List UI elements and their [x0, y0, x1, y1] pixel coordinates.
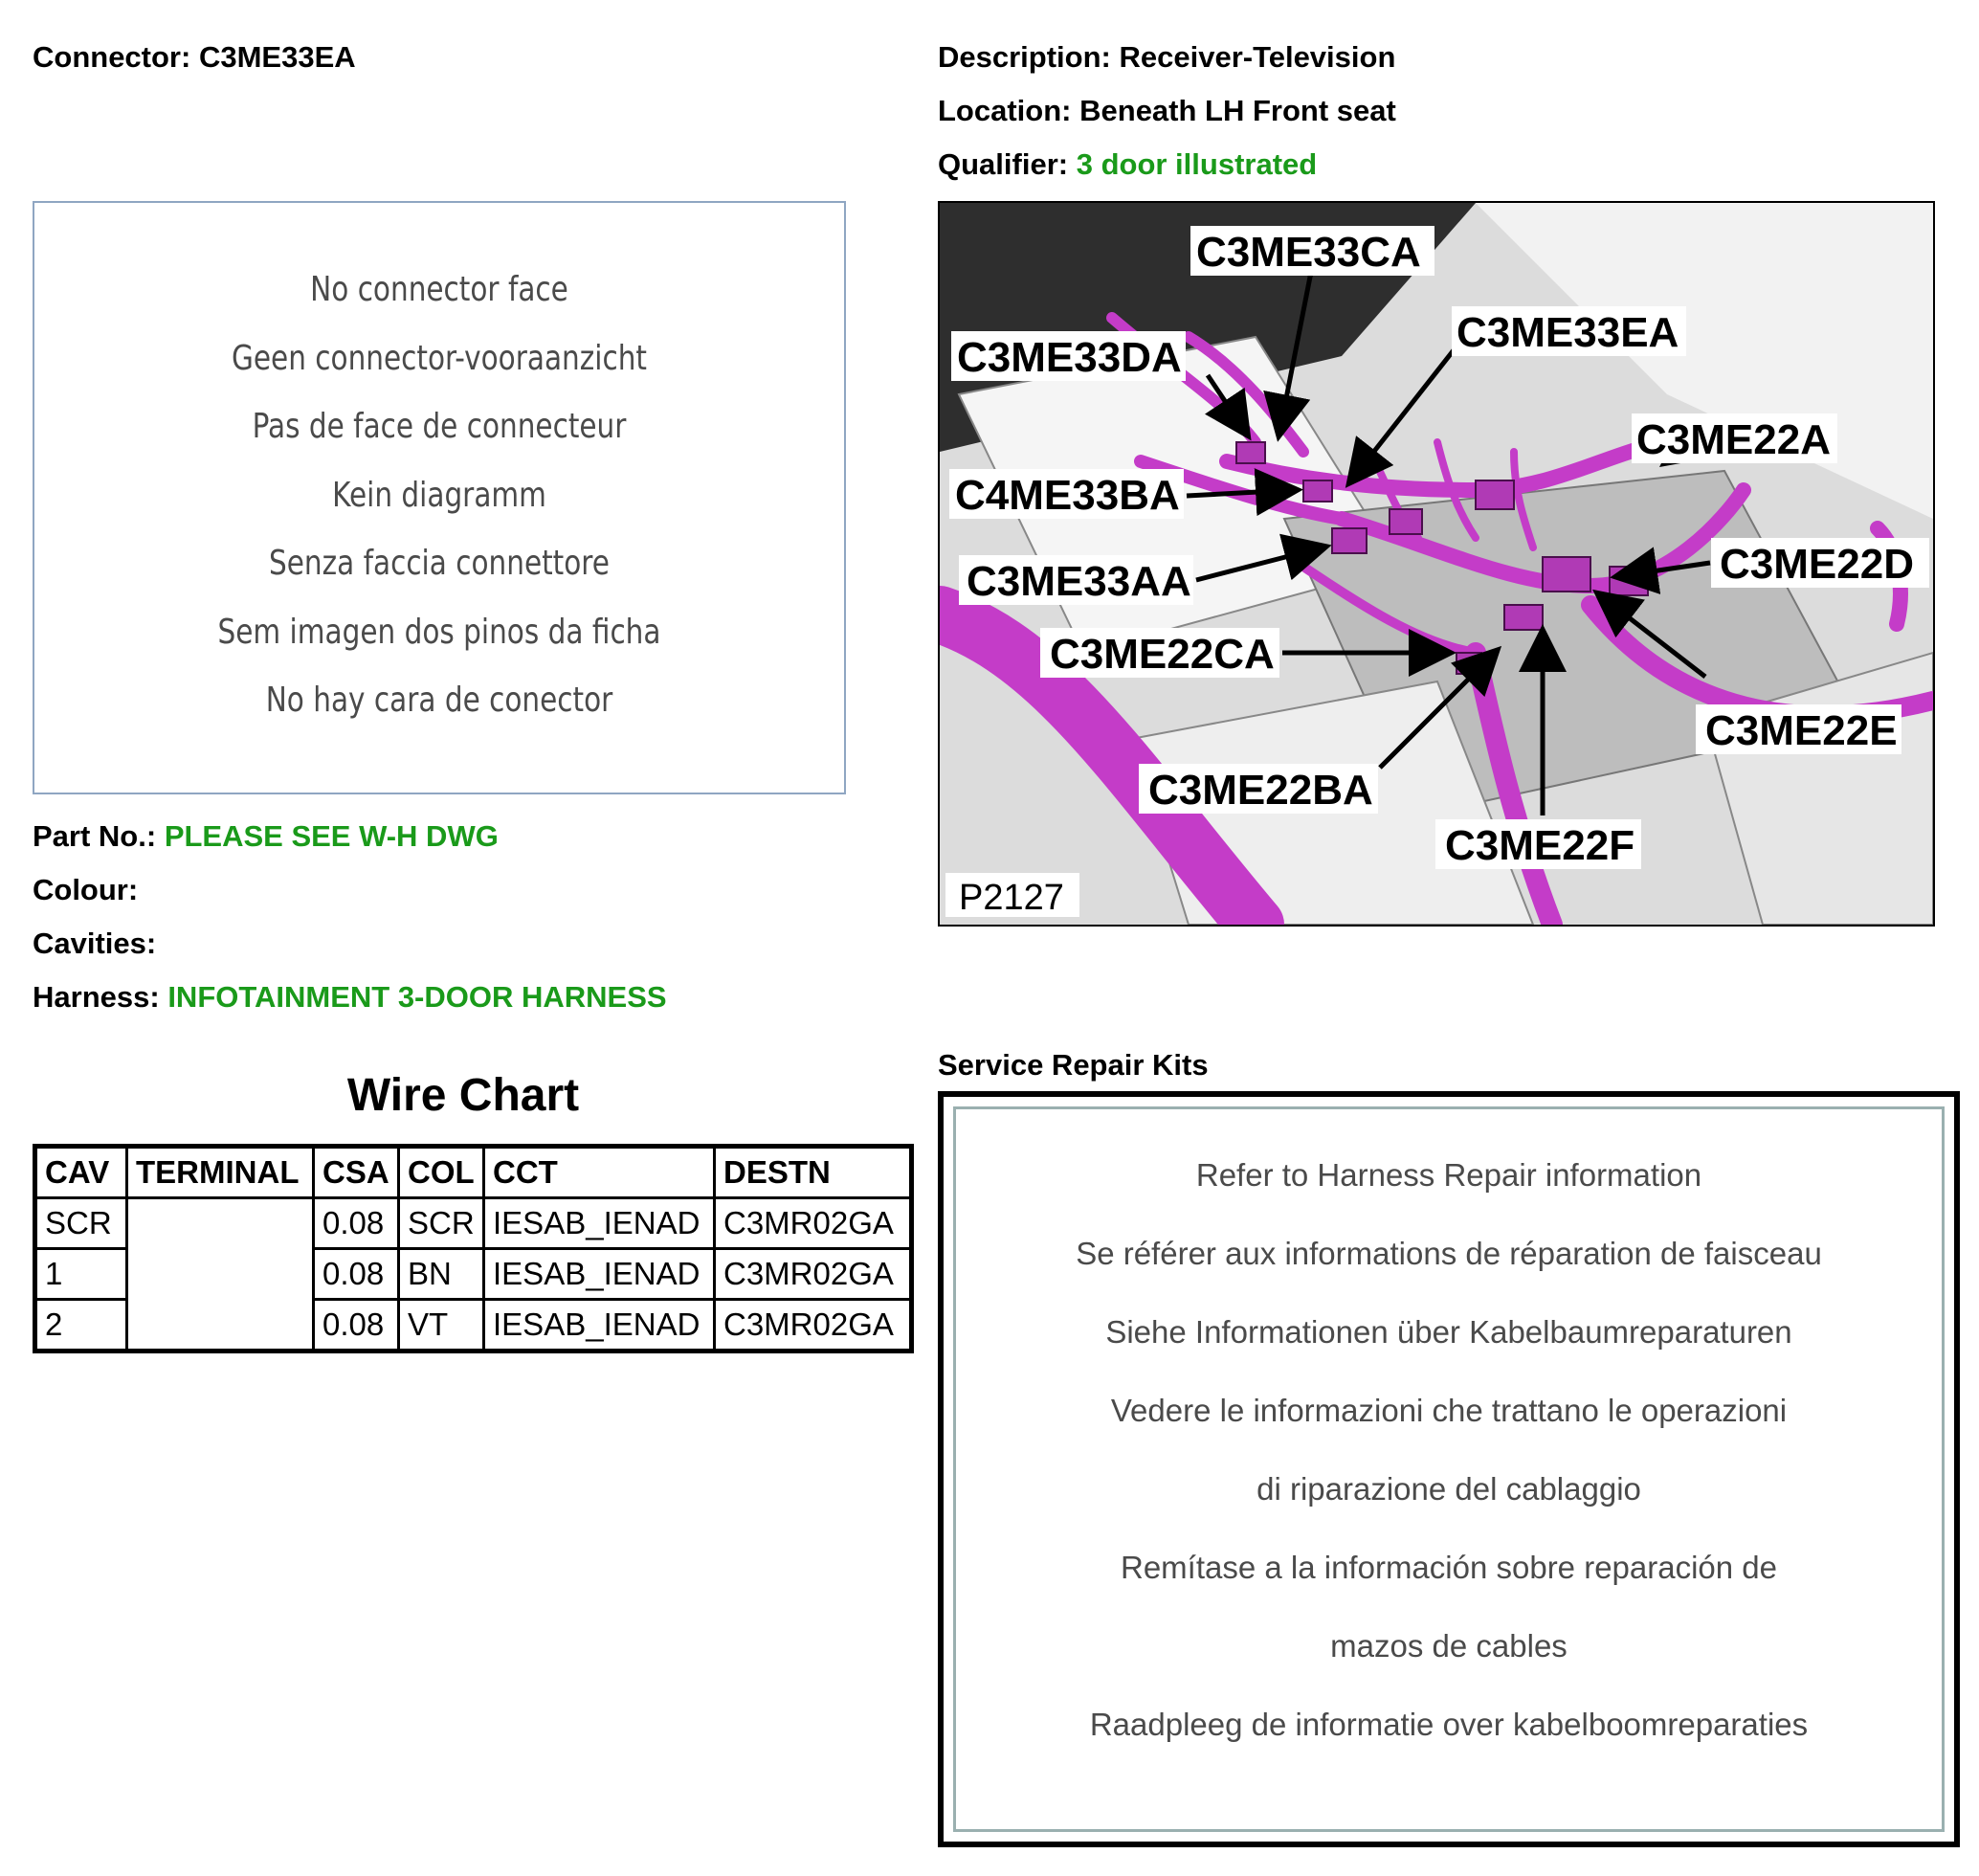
colour-label: Colour: — [33, 873, 139, 906]
cell-destn: C3MR02GA — [715, 1300, 912, 1351]
callout-c3me22a: C3ME22A — [1636, 416, 1831, 463]
callout-c3me22d: C3ME22D — [1720, 541, 1914, 588]
cell-destn: C3MR02GA — [715, 1249, 912, 1300]
face-line: Kein diagramm — [332, 475, 546, 515]
cell-cav: 1 — [35, 1249, 127, 1300]
kit-line: Raadpleeg de informatie over kabelboomreparaties — [1089, 1707, 1809, 1742]
callout-c3me33da: C3ME33DA — [957, 334, 1182, 381]
wire-chart-table — [33, 1144, 914, 1353]
face-line: No hay cara de conector — [265, 681, 613, 720]
connector-row — [33, 40, 356, 75]
cell-col: SCR — [399, 1198, 484, 1249]
cell-cct: IESAB_IENAD — [484, 1249, 715, 1300]
callout-c3me33ca: C3ME33CA — [1196, 229, 1421, 276]
connector-value: C3ME33EA — [198, 40, 356, 74]
face-line: No connector face — [310, 270, 568, 309]
cell-csa: 0.08 — [314, 1300, 399, 1351]
header-cav: CAV — [35, 1147, 127, 1198]
face-line: Senza faccia connettore — [269, 544, 610, 583]
cell-destn: C3MR02GA — [715, 1198, 912, 1249]
qualifier-value: 3 door illustrated — [1076, 147, 1318, 181]
callout-c3me22ba: C3ME22BA — [1148, 767, 1373, 814]
kit-line: Remítase a la información sobre reparación de — [1120, 1550, 1778, 1585]
part-no-value: PLEASE SEE W-H DWG — [164, 819, 499, 853]
figure-id: P2127 — [959, 878, 1064, 918]
description-value: Receiver-Television — [1119, 40, 1396, 74]
cavities-label: Cavities: — [33, 927, 157, 960]
cell-cct: IESAB_IENAD — [484, 1300, 715, 1351]
face-line: Pas de face de connecteur — [252, 407, 627, 446]
cell-terminal — [127, 1198, 314, 1351]
cell-csa: 0.08 — [314, 1249, 399, 1300]
location-value: Beneath LH Front seat — [1079, 94, 1396, 127]
callout-c4me33ba: C4ME33BA — [955, 472, 1180, 519]
cell-col: VT — [399, 1300, 484, 1351]
qualifier-row — [938, 147, 1317, 182]
description-label: Description: — [938, 40, 1111, 74]
part-no-label: Part No.: — [33, 819, 157, 853]
kit-line: Siehe Informationen über Kabelbaumreparaturen — [1105, 1314, 1792, 1350]
callout-c3me33aa: C3ME33AA — [967, 558, 1191, 605]
callout-c3me22e: C3ME22E — [1705, 707, 1898, 754]
kit-line: Vedere le informazioni che trattano le operazioni — [1110, 1393, 1788, 1428]
header-destn: DESTN — [715, 1147, 912, 1198]
qualifier-label: Qualifier: — [938, 147, 1069, 181]
kit-line: Se référer aux informations de réparation de faisceau — [1076, 1236, 1822, 1271]
repair-kits-text — [956, 1136, 1942, 1764]
cell-cav: 2 — [35, 1300, 127, 1351]
harness-row — [33, 980, 667, 1015]
connector-label: Connector: — [33, 40, 191, 74]
header-csa: CSA — [314, 1147, 399, 1198]
wire-chart-title: Wire Chart — [346, 1070, 580, 1121]
header-cct: CCT — [484, 1147, 715, 1198]
face-line: Sem imagen dos pinos da ficha — [217, 612, 661, 652]
header-terminal: TERMINAL — [127, 1147, 314, 1198]
repair-kits-inner-frame — [953, 1106, 1945, 1832]
callout-c3me22ca: C3ME22CA — [1050, 631, 1275, 678]
location-row — [938, 94, 1396, 128]
harness-label: Harness: — [33, 980, 160, 1014]
cell-csa: 0.08 — [314, 1198, 399, 1249]
connector-face-text — [34, 256, 844, 735]
face-line: Geen connector-vooraanzicht — [232, 338, 647, 378]
description-row — [938, 40, 1395, 75]
callout-c3me22f: C3ME22F — [1445, 822, 1635, 869]
location-illustration — [938, 201, 1935, 927]
table-header-row — [35, 1147, 912, 1198]
table-row — [35, 1198, 912, 1249]
harness-value: INFOTAINMENT 3-DOOR HARNESS — [167, 980, 667, 1014]
cell-col: BN — [399, 1249, 484, 1300]
header-col: COL — [399, 1147, 484, 1198]
connector-face-panel — [33, 201, 846, 794]
repair-kits-title: Service Repair Kits — [938, 1048, 1209, 1082]
cell-cct: IESAB_IENAD — [484, 1198, 715, 1249]
location-label: Location: — [938, 94, 1072, 127]
kit-line: Refer to Harness Repair information — [1195, 1157, 1702, 1193]
harness-illustration-svg — [940, 203, 1933, 925]
kit-line: mazos de cables — [1330, 1628, 1568, 1664]
cell-cav: SCR — [35, 1198, 127, 1249]
callout-c3me33ea: C3ME33EA — [1456, 309, 1679, 356]
cavities-row — [33, 927, 156, 961]
part-no-row — [33, 819, 499, 854]
colour-row — [33, 873, 138, 907]
repair-kits-panel — [938, 1091, 1960, 1847]
kit-line: di riparazione del cablaggio — [1256, 1471, 1641, 1507]
